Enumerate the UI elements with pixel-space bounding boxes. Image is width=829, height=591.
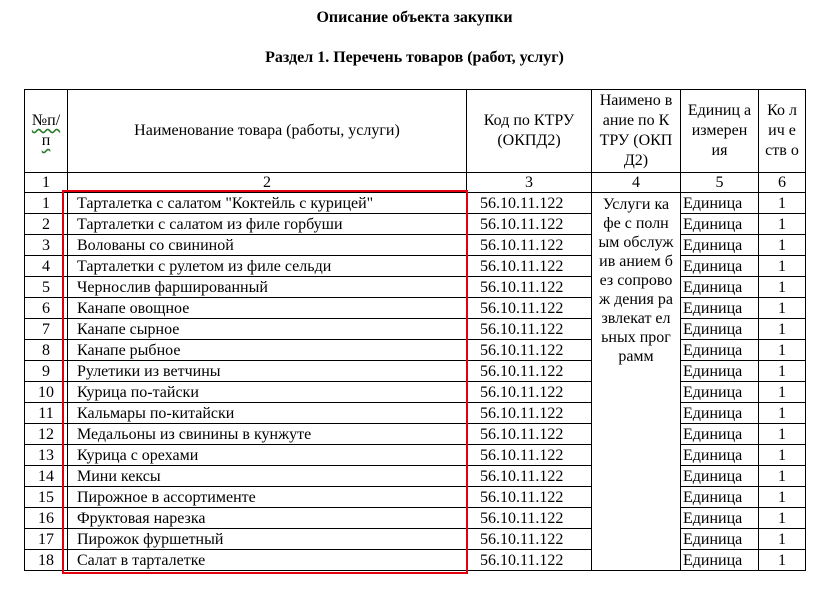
table-row [25, 235, 806, 256]
ktru-service-name: Услуги кафе с полным обслужив анием без сопровож дения развлекат ельных программ [592, 193, 681, 571]
item-qty: 1 [759, 193, 806, 214]
column-number: 3 [467, 173, 592, 193]
table-row [25, 193, 806, 214]
row-number: 4 [25, 256, 68, 277]
row-number: 17 [25, 529, 68, 550]
table-row [25, 382, 806, 403]
table-row [25, 277, 806, 298]
item-qty: 1 [759, 361, 806, 382]
item-name: Кальмары по-китайски [68, 403, 467, 424]
row-number: 11 [25, 403, 68, 424]
row-number: 1 [25, 193, 68, 214]
table-row [25, 466, 806, 487]
column-number: 1 [25, 173, 68, 193]
item-qty: 1 [759, 277, 806, 298]
item-code: 56.10.11.122 [467, 445, 592, 466]
table-row [25, 529, 806, 550]
item-code: 56.10.11.122 [467, 529, 592, 550]
column-number: 2 [68, 173, 467, 193]
item-unit: Единица [681, 466, 759, 487]
item-code: 56.10.11.122 [467, 256, 592, 277]
item-code: 56.10.11.122 [467, 319, 592, 340]
header-ktru-name: Наимено вание по КТРУ (ОКПД2) [592, 90, 681, 173]
row-number: 15 [25, 487, 68, 508]
row-number: 16 [25, 508, 68, 529]
item-code: 56.10.11.122 [467, 403, 592, 424]
item-code: 56.10.11.122 [467, 298, 592, 319]
row-number: 6 [25, 298, 68, 319]
table-row [25, 298, 806, 319]
row-number: 14 [25, 466, 68, 487]
item-name: Тарталетка с салатом "Коктейль с курицей" [68, 193, 467, 214]
item-name: Канапе овощное [68, 298, 467, 319]
item-unit: Единица [681, 445, 759, 466]
item-qty: 1 [759, 466, 806, 487]
row-number: 5 [25, 277, 68, 298]
header-num: №п/п [25, 90, 68, 173]
item-code: 56.10.11.122 [467, 214, 592, 235]
header-code: Код по КТРУ (ОКПД2) [467, 90, 592, 173]
item-code: 56.10.11.122 [467, 424, 592, 445]
item-code: 56.10.11.122 [467, 361, 592, 382]
goods-table [24, 89, 806, 571]
column-number: 6 [759, 173, 806, 193]
item-qty: 1 [759, 550, 806, 571]
row-number: 3 [25, 235, 68, 256]
item-name: Тарталетки с рулетом из филе сельди [68, 256, 467, 277]
header-qty: Ко лич еств о [759, 90, 806, 173]
item-qty: 1 [759, 508, 806, 529]
item-unit: Единица [681, 277, 759, 298]
column-number: 5 [681, 173, 759, 193]
item-unit: Единица [681, 487, 759, 508]
item-unit: Единица [681, 550, 759, 571]
table-row [25, 424, 806, 445]
row-number: 8 [25, 340, 68, 361]
row-number: 2 [25, 214, 68, 235]
item-unit: Единица [681, 361, 759, 382]
section-title: Раздел 1. Перечень товаров (работ, услуг) [265, 49, 564, 66]
item-name: Канапе сырное [68, 319, 467, 340]
row-number: 12 [25, 424, 68, 445]
table-row [25, 403, 806, 424]
table-row [25, 319, 806, 340]
item-name: Пирожное в ассортименте [68, 487, 467, 508]
table-row [25, 487, 806, 508]
item-code: 56.10.11.122 [467, 487, 592, 508]
item-qty: 1 [759, 382, 806, 403]
item-qty: 1 [759, 487, 806, 508]
table-row [25, 550, 806, 571]
item-unit: Единица [681, 193, 759, 214]
item-code: 56.10.11.122 [467, 466, 592, 487]
item-code: 56.10.11.122 [467, 235, 592, 256]
item-unit: Единица [681, 424, 759, 445]
item-name: Курица по-тайски [68, 382, 467, 403]
item-code: 56.10.11.122 [467, 550, 592, 571]
item-unit: Единица [681, 298, 759, 319]
table-row [25, 445, 806, 466]
item-qty: 1 [759, 235, 806, 256]
item-name: Чернослив фаршированный [68, 277, 467, 298]
item-name: Пирожок фуршетный [68, 529, 467, 550]
item-name: Медальоны из свинины в кунжуте [68, 424, 467, 445]
item-unit: Единица [681, 256, 759, 277]
item-name: Рулетики из ветчины [68, 361, 467, 382]
item-unit: Единица [681, 403, 759, 424]
item-code: 56.10.11.122 [467, 340, 592, 361]
table-row [25, 508, 806, 529]
row-number: 13 [25, 445, 68, 466]
item-name: Тарталетки с салатом из филе горбуши [68, 214, 467, 235]
item-code: 56.10.11.122 [467, 382, 592, 403]
item-name: Мини кексы [68, 466, 467, 487]
item-unit: Единица [681, 340, 759, 361]
item-code: 56.10.11.122 [467, 508, 592, 529]
item-qty: 1 [759, 319, 806, 340]
item-unit: Единица [681, 529, 759, 550]
item-name: Волованы со свининой [68, 235, 467, 256]
header-name: Наименование товара (работы, услуги) [68, 90, 467, 173]
item-name: Фруктовая нарезка [68, 508, 467, 529]
table-row [25, 256, 806, 277]
item-qty: 1 [759, 298, 806, 319]
document-title: Описание объекта закупки [316, 9, 513, 26]
row-number: 7 [25, 319, 68, 340]
table-row [25, 214, 806, 235]
item-code: 56.10.11.122 [467, 277, 592, 298]
item-qty: 1 [759, 214, 806, 235]
item-name: Курица с орехами [68, 445, 467, 466]
item-unit: Единица [681, 235, 759, 256]
item-unit: Единица [681, 319, 759, 340]
item-qty: 1 [759, 445, 806, 466]
table-row [25, 340, 806, 361]
item-unit: Единица [681, 214, 759, 235]
item-unit: Единица [681, 382, 759, 403]
item-qty: 1 [759, 256, 806, 277]
row-number: 9 [25, 361, 68, 382]
item-name: Салат в тарталетке [68, 550, 467, 571]
item-qty: 1 [759, 424, 806, 445]
item-qty: 1 [759, 529, 806, 550]
item-code: 56.10.11.122 [467, 193, 592, 214]
table-row [25, 361, 806, 382]
item-unit: Единица [681, 508, 759, 529]
item-qty: 1 [759, 403, 806, 424]
item-qty: 1 [759, 340, 806, 361]
header-unit: Единиц а измерен ия [681, 90, 759, 173]
item-name: Канапе рыбное [68, 340, 467, 361]
row-number: 10 [25, 382, 68, 403]
column-number: 4 [592, 173, 681, 193]
row-number: 18 [25, 550, 68, 571]
